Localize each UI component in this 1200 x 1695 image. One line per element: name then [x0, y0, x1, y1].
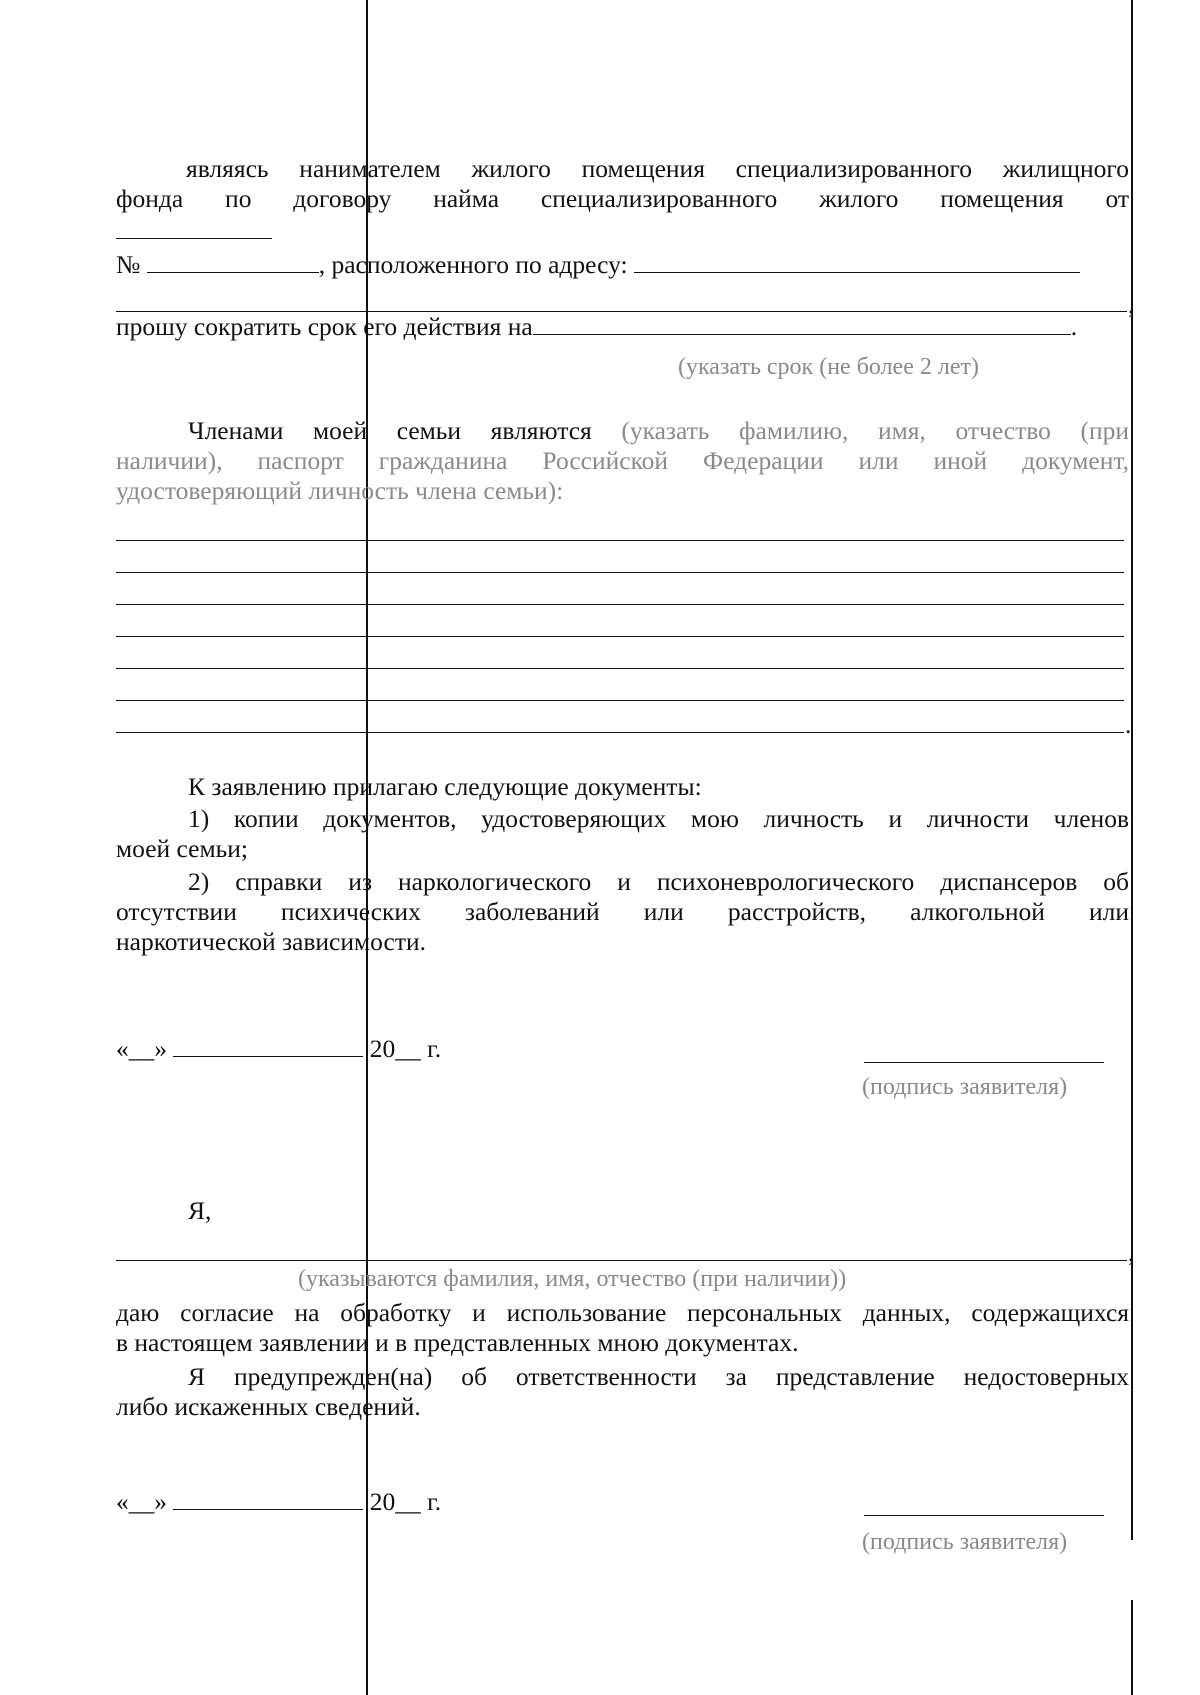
date-month-blank-2	[173, 1485, 363, 1510]
comma-2: ,	[1128, 1238, 1135, 1267]
attach-2-line-2: отсутствии психических заболеваний или расстройств, алкогольной или	[116, 897, 1129, 926]
family-blank-line	[116, 572, 1124, 573]
name-blank-line	[116, 1260, 1127, 1261]
consent-line-1: даю согласие на обработку и использование персональных данных, содержащихся	[116, 1298, 1129, 1327]
period-2: .	[1125, 710, 1132, 739]
tenant-line-1: являясь нанимателем жилого помещения специализированного жилищного	[186, 154, 1129, 183]
warn-line-1: Я предупрежден(на) об ответственности за представление недостоверных	[188, 1362, 1129, 1391]
consent-i: Я,	[188, 1196, 212, 1225]
signature-hint-2: (подпись заявителя)	[862, 1529, 1068, 1555]
warn-line-2: либо искаженных сведений.	[116, 1392, 421, 1421]
signature-line-2	[864, 1515, 1104, 1516]
consent-line-2: в настоящем заявлении и в представленных мною документах.	[116, 1328, 799, 1357]
date-day: «__»	[116, 1034, 167, 1063]
family-line-2: наличии), паспорт гражданина Российской Федерации или иной документ,	[116, 446, 1129, 475]
scan-line-right	[1131, 0, 1133, 1540]
family-blank-line	[116, 700, 1124, 701]
family-blank-line	[116, 732, 1124, 733]
family-line-1: Членами моей семьи являются (указать фамилию, имя, отчество (при	[188, 416, 1130, 445]
period-1: .	[1070, 312, 1078, 341]
address-blank	[634, 248, 1080, 273]
attach-1-line-2: моей семьи;	[116, 834, 248, 863]
comma-1: ,	[1128, 290, 1135, 319]
family-line-3: удостоверяющий личность члена семьи):	[116, 476, 564, 505]
located-text: , расположенного по адресу:	[318, 250, 628, 279]
family-blank-line	[116, 668, 1124, 669]
term-hint: (указать срок (не более 2 лет)	[678, 354, 979, 380]
contract-number-blank	[147, 248, 319, 273]
contract-date-blank	[116, 238, 272, 239]
date-row-2	[116, 1485, 441, 1517]
number-sign: №	[116, 250, 141, 279]
attach-1-line-1: 1) копии документов, удостоверяющих мою личность и личности членов	[188, 804, 1129, 833]
attach-2-line-3: наркотической зависимости.	[116, 927, 427, 956]
family-blank-line	[116, 636, 1124, 637]
date-year: 20__ г.	[369, 1034, 442, 1063]
signature-line-1	[864, 1062, 1104, 1063]
date-year-2: 20__ г.	[369, 1487, 442, 1516]
signature-hint-1: (подпись заявителя)	[862, 1074, 1068, 1100]
term-blank	[533, 310, 1071, 335]
family-blank-line	[116, 540, 1124, 541]
reduce-text: прошу сократить срок его действия на	[116, 312, 533, 341]
contract-number-row	[116, 248, 1080, 280]
date-month-blank	[173, 1032, 363, 1057]
tenant-line-2: фонда по договору найма специализированного жилого помещения от	[116, 184, 1129, 213]
date-day-2: «__»	[116, 1487, 167, 1516]
attach-2-line-1: 2) справки из наркологического и психоневрологического диспансеров об	[188, 867, 1129, 896]
date-row-1	[116, 1032, 441, 1064]
family-blank-line	[116, 604, 1124, 605]
attach-intro: К заявлению прилагаю следующие документы:	[188, 772, 702, 801]
scan-line-right-bottom	[1131, 1600, 1133, 1695]
name-hint: (указываются фамилия, имя, отчество (при наличии))	[298, 1266, 847, 1292]
reduce-term-row	[116, 310, 1077, 342]
